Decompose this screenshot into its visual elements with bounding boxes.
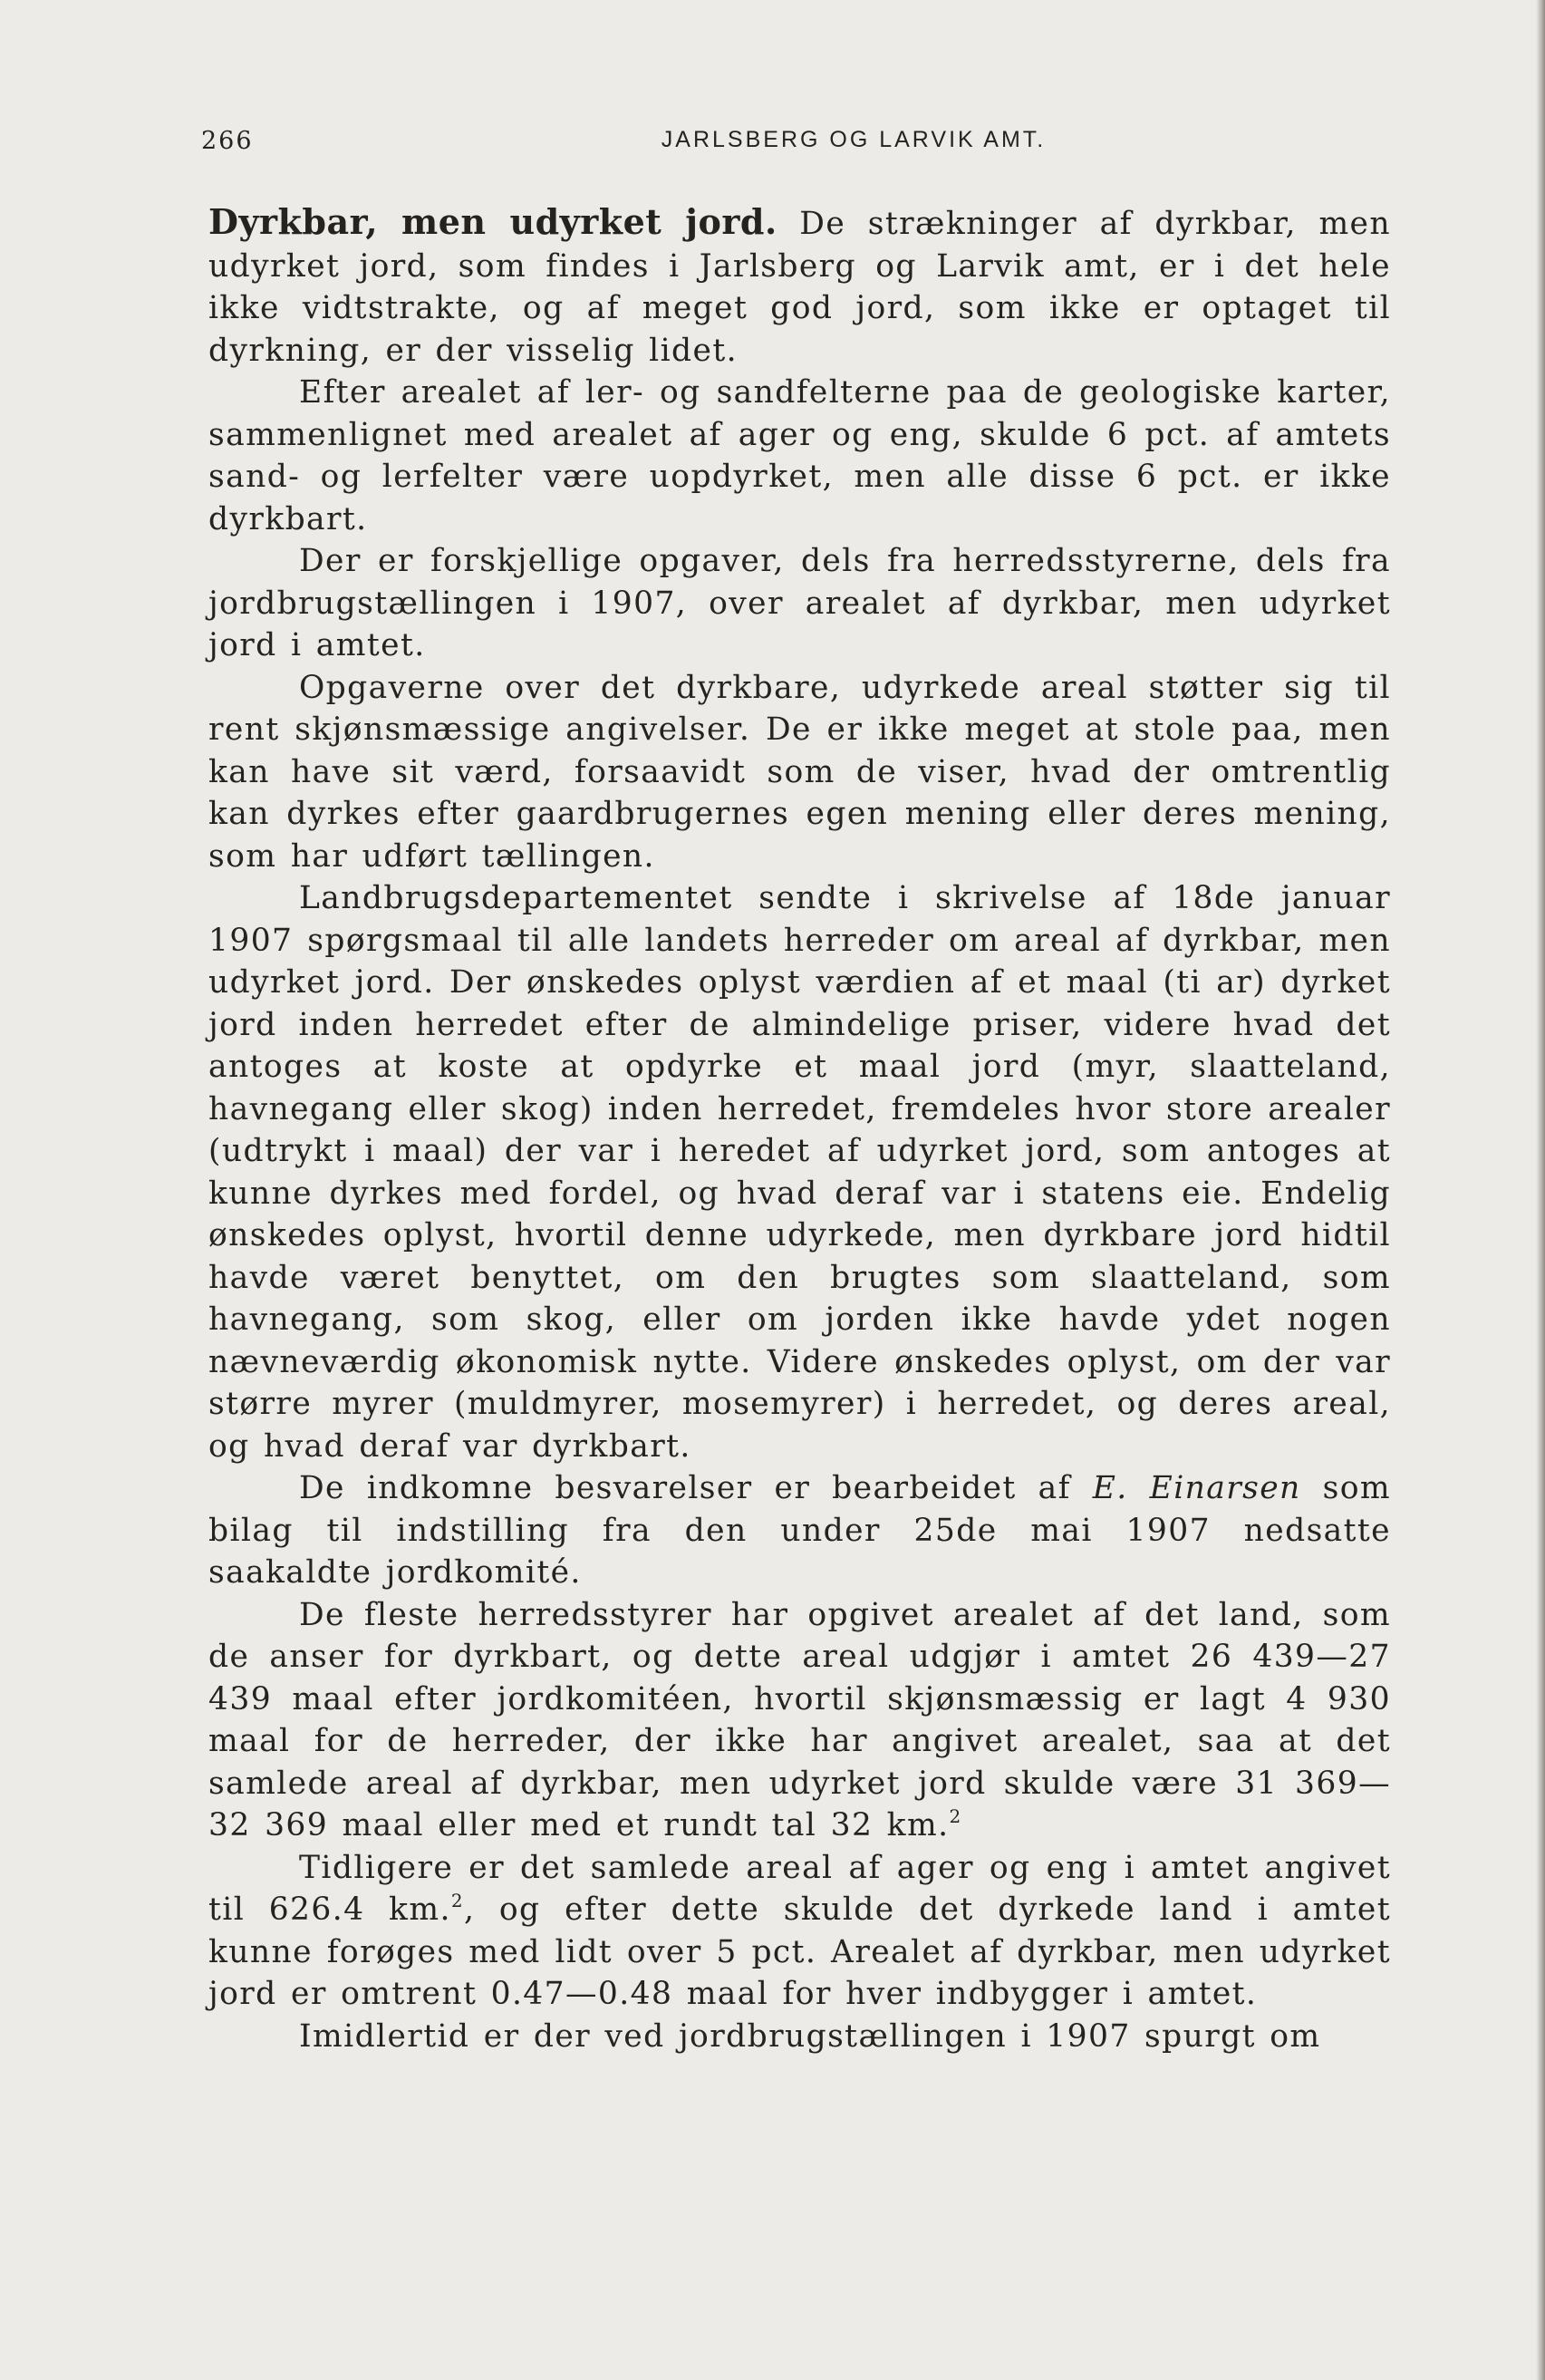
page-header [201, 127, 1397, 167]
body-text [208, 201, 1391, 2057]
paragraph-8 [208, 1847, 1391, 2016]
paragraph-7 [208, 1594, 1391, 1847]
page-edge-shadow [1536, 0, 1545, 2380]
paragraph-5: Landbrugsdepartementet sendte i skrivelse af 18de januar 1907 spørgsmaal til alle landets herreder om areal af dyrkbar, men udyrket jord. Der ønskedes oplyst værdien af et maal (ti ar) dyrket jord inden herredet efter de almindelige priser, videre hvad det antoges at koste at opdyrke et maal jord (myr, slaatteland, havnegang eller skog) inden herredet, fremdeles hvor store arealer (udtrykt i maal) der var i heredet af udyrket jord, som antoges at kunne dyrkes med fordel, og hvad deraf var i statens eie. Endelig ønskedes oplyst, hvortil denne udyrkede, men dyrkbare jord hidtil havde været benyttet, om den brugtes som slaatteland, som havnegang, som skog, eller om jorden ikke havde ydet nogen nævneværdig økonomisk nytte. Videre ønskedes oplyst, om der var større myrer (muldmyrer, mosemyrer) i herredet, og deres areal, og hvad deraf var dyrkbart. [208, 880, 1391, 1465]
paragraph-6-text-before: De indkomne besvarelser er bearbeidet af [299, 1470, 1093, 1506]
paragraph-6 [208, 1467, 1391, 1594]
paragraph-3: Der er forskjellige opgaver, dels fra herredsstyrerne, dels fra jordbrugstællingen i 1907, over arealet af dyrkbar, men udyrket jord i amtet. [208, 543, 1391, 663]
paragraph-7-text: De fleste herredsstyrer har opgivet arealet af det land, som de anser for dyrkbart, og dette areal udgjør i amtet 26 439—27 439 maal efter jordkomitéen, hvortil skjønsmæssig er lagt 4 930 maal for de herreder, der ikke har angivet arealet, saa at det samlede areal af dyrkbar, men udyrket jord skulde være 31 369—32 369 maal eller med et rundt tal 32 km. [208, 1596, 1391, 1843]
superscript: 2 [450, 1890, 464, 1911]
superscript: 2 [949, 1805, 962, 1827]
paragraph-1 [208, 201, 1391, 372]
running-head: JARLSBERG OG LARVIK AMT. [661, 127, 1047, 152]
paragraph-1-text: De strækninger af dyrkbar, men udyrket jord, som findes i Jarlsberg og Larvik amt, er i det hele ikke vidtstrakte, og af meget god jord, som ikke er optaget til dyrkning, er der visselig lidet. [208, 206, 1391, 369]
paragraph-9: Imidlertid er der ved jordbrugstællingen i 1907 spurgt om [299, 2017, 1321, 2055]
paragraph-8-text-after: , og efter dette skulde det dyrkede land i amtet kunne forøges med lidt over 5 pct. Arealet af dyrkbar, men udyrket jord er omtrent 0.47—0.48 maal for hver indbygger i amtet. [208, 1891, 1391, 2012]
paragraph-4: Opgaverne over det dyrkbare, udyrkede areal støtter sig til rent skjønsmæssige angivelser. De er ikke meget at stole paa, men kan have sit værd, forsaavidt som de viser, hvad der omtrentlig kan dyrkes efter gaardbrugernes egen mening eller deres mening, som har udført tællingen. [208, 669, 1391, 875]
page-number: 266 [201, 127, 254, 155]
paragraph-2: Efter arealet af ler- og sandfelterne paa de geologiske karter, sammenlignet med arealet af ager og eng, skulde 6 pct. af amtets sand- og lerfelter være uopdyrket, men alle disse 6 pct. er ikke dyrkbart. [208, 374, 1391, 537]
paragraph-8-text-before: Tidligere er det samlede areal af ager og eng i amtet angivet til 626.4 km. [208, 1849, 1391, 1928]
author-name: E. Einarsen [1092, 1470, 1301, 1506]
section-title: Dyrkbar, men udyrket jord. [208, 201, 777, 242]
paragraph-6-text-after: som bilag til indstilling fra den under 25de mai 1907 nedsatte saakaldte jordkomité. [208, 1470, 1391, 1591]
